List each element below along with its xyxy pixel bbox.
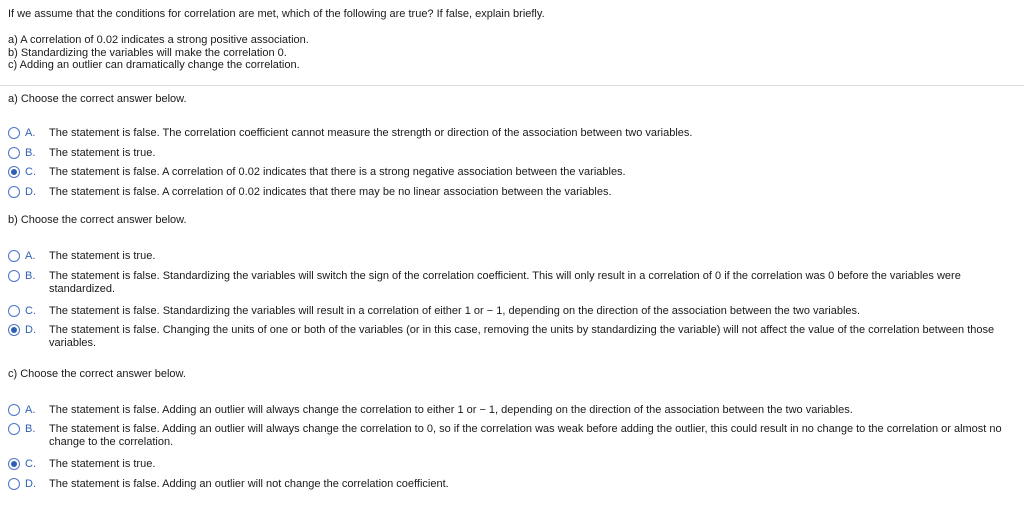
radio-button[interactable] [8, 186, 20, 198]
part-a-option-b[interactable] [8, 147, 1018, 160]
part-b-option-c[interactable] [8, 305, 1018, 318]
option-text: The statement is true. [49, 458, 156, 470]
option-letter: C. [25, 458, 36, 470]
statement-b: b) Standardizing the variables will make the correlation 0. [8, 46, 287, 59]
radio-button[interactable] [8, 270, 20, 282]
option-letter: A. [25, 404, 36, 416]
radio-button[interactable] [8, 305, 20, 317]
option-text: The statement is false. Adding an outlier will always change the correlation to 0, so if the correlation was weak before adding the outlier, this could result in no change to the correlation or almost no change to the correlation. [49, 423, 1002, 448]
option-text: The statement is false. A correlation of 0.02 indicates that there is a strong negative association between the variables. [49, 166, 626, 178]
divider [0, 85, 1024, 86]
part-a-option-a[interactable] [8, 127, 1018, 140]
option-text: The statement is false. Standardizing the variables will switch the sign of the correlation coefficient. This will only result in a correlation of 0 if the correlation was 0 before the variables were standardized. [49, 270, 961, 295]
radio-button[interactable] [8, 423, 20, 435]
radio-button[interactable] [8, 127, 20, 139]
option-letter: B. [25, 270, 36, 282]
option-text: The statement is false. Adding an outlier will always change the correlation to either 1 or − 1, depending on the direction of the association between the two variables. [49, 404, 853, 416]
part-c-option-c[interactable] [8, 458, 1018, 471]
question-text: If we assume that the conditions for correlation are met, which of the following are true? If false, explain briefly. [8, 8, 545, 20]
part-a-option-c[interactable] [8, 166, 1018, 179]
part-c-prompt: c) Choose the correct answer below. [8, 368, 186, 380]
option-text: The statement is false. A correlation of 0.02 indicates that there may be no linear association between the variables. [49, 186, 612, 198]
option-letter: A. [25, 127, 36, 139]
part-c-option-a[interactable] [8, 404, 1018, 417]
part-b-prompt: b) Choose the correct answer below. [8, 214, 187, 226]
part-b-option-b[interactable] [8, 270, 1018, 295]
option-text: The statement is false. The correlation coefficient cannot measure the strength or direction of the association between two variables. [49, 127, 693, 139]
option-letter: D. [25, 324, 36, 336]
option-letter: D. [25, 478, 36, 490]
option-letter: C. [25, 166, 36, 178]
radio-button[interactable] [8, 250, 20, 262]
part-c-option-b[interactable] [8, 423, 1018, 448]
option-text: The statement is false. Changing the units of one or both of the variables (or in this case, removing the units by standardizing the variable) will not affect the value of the correlation between those variables. [49, 324, 995, 349]
radio-button[interactable] [8, 147, 20, 159]
option-text: The statement is true. [49, 147, 156, 159]
part-a-option-d[interactable] [8, 186, 1018, 199]
option-letter: C. [25, 305, 36, 317]
option-letter: B. [25, 423, 36, 435]
radio-button[interactable] [8, 324, 20, 336]
option-letter: B. [25, 147, 36, 159]
radio-button[interactable] [8, 478, 20, 490]
statement-list [8, 34, 309, 72]
option-text: The statement is false. Standardizing the variables will result in a correlation of either 1 or − 1, depending on the direction of the association between the two variables. [49, 305, 861, 317]
option-text: The statement is true. [49, 250, 156, 262]
part-c-option-d[interactable] [8, 478, 1018, 491]
part-b-option-a[interactable] [8, 250, 1018, 263]
radio-button[interactable] [8, 458, 20, 470]
part-b-option-d[interactable] [8, 324, 1018, 349]
radio-button[interactable] [8, 166, 20, 178]
part-a-prompt: a) Choose the correct answer below. [8, 93, 187, 105]
option-letter: A. [25, 250, 36, 262]
option-letter: D. [25, 186, 36, 198]
option-text: The statement is false. Adding an outlier will not change the correlation coefficient. [49, 478, 449, 490]
statement-a: a) A correlation of 0.02 indicates a strong positive association. [8, 34, 309, 46]
radio-button[interactable] [8, 404, 20, 416]
statement-c: c) Adding an outlier can dramatically change the correlation. [8, 59, 300, 71]
